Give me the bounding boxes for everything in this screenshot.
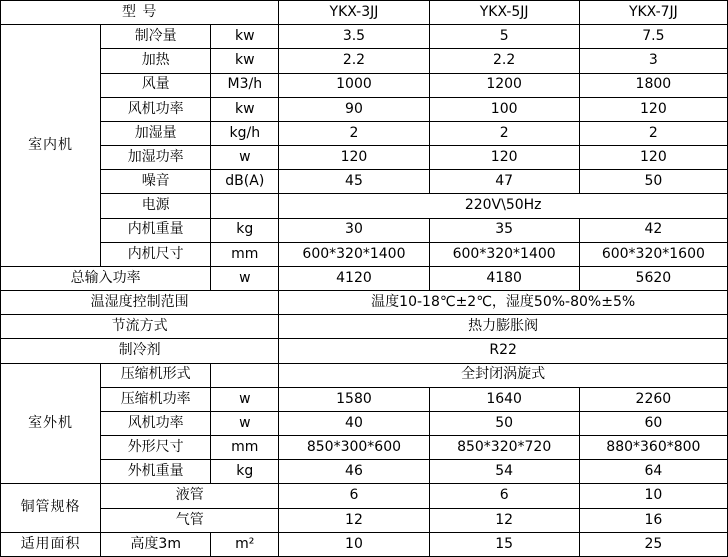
row-unit: mm: [211, 436, 279, 460]
row-value: 40: [279, 411, 429, 435]
row-value: 120: [579, 146, 727, 170]
row-value: 600*320*1400: [279, 242, 429, 266]
table-row: [1, 436, 728, 460]
row-label: 高度3m: [101, 532, 211, 556]
row-value: 90: [279, 97, 429, 121]
row-value: 1800: [579, 73, 727, 97]
row-unit: w: [211, 146, 279, 170]
row-value: 1640: [429, 387, 579, 411]
row-value: 35: [429, 218, 579, 242]
table-row: [1, 387, 728, 411]
row-value-merged: 220V\50Hz: [279, 194, 728, 218]
row-unit: dB(A): [211, 170, 279, 194]
table-row: [1, 194, 728, 218]
row-label: 噪音: [101, 170, 211, 194]
row-value: 1580: [279, 387, 429, 411]
row-label: 压缩机形式: [101, 363, 211, 387]
table-row: [1, 411, 728, 435]
row-value: 2: [429, 121, 579, 145]
row-value: 64: [579, 460, 727, 484]
row-unit: kg: [211, 460, 279, 484]
table-row: [1, 339, 728, 363]
row-value: 600*320*1400: [429, 242, 579, 266]
row-label: 电源: [101, 194, 211, 218]
row-label: 总输入功率: [1, 266, 211, 290]
model-header-2: YKX-5JJ: [429, 1, 579, 25]
row-value: 850*320*720: [429, 436, 579, 460]
row-unit: kg: [211, 218, 279, 242]
row-value: 2260: [579, 387, 727, 411]
row-value: 600*320*1600: [579, 242, 727, 266]
row-value: 10: [579, 484, 727, 508]
table-row: [1, 146, 728, 170]
group-label-area: 适用面积: [1, 532, 101, 556]
row-label: 压缩机功率: [101, 387, 211, 411]
row-value: 4120: [279, 266, 429, 290]
row-value: 45: [279, 170, 429, 194]
group-label-indoor: 室内机: [1, 25, 101, 267]
row-label: 气管: [101, 508, 279, 532]
row-unit: kw: [211, 49, 279, 73]
table-row: [1, 363, 728, 387]
row-label: 制冷量: [101, 25, 211, 49]
row-unit: mm: [211, 242, 279, 266]
row-value: 30: [279, 218, 429, 242]
row-value: 2.2: [279, 49, 429, 73]
row-value: 3.5: [279, 25, 429, 49]
table-row: [1, 508, 728, 532]
row-unit: w: [211, 387, 279, 411]
table-row: [1, 460, 728, 484]
row-unit: kw: [211, 25, 279, 49]
row-label: 外机重量: [101, 460, 211, 484]
row-value-merged: 全封闭涡旋式: [279, 363, 728, 387]
row-unit: kw: [211, 97, 279, 121]
row-value: 54: [429, 460, 579, 484]
model-header-1: YKX-3JJ: [279, 1, 429, 25]
row-value: 880*360*800: [579, 436, 727, 460]
group-label-outdoor: 室外机: [1, 363, 101, 484]
table-row: [1, 49, 728, 73]
table-row: [1, 315, 728, 339]
row-label: 加热: [101, 49, 211, 73]
table-row: [1, 266, 728, 290]
row-value: 7.5: [579, 25, 727, 49]
row-value: 120: [579, 97, 727, 121]
row-value: 120: [279, 146, 429, 170]
row-value: 120: [429, 146, 579, 170]
row-value: 42: [579, 218, 727, 242]
row-value: 6: [279, 484, 429, 508]
row-value: 50: [579, 170, 727, 194]
table-row: [1, 73, 728, 97]
row-value: 2: [279, 121, 429, 145]
table-row: [1, 121, 728, 145]
row-label: 风机功率: [101, 411, 211, 435]
row-value: 850*300*600: [279, 436, 429, 460]
row-value: 6: [429, 484, 579, 508]
row-label: 液管: [101, 484, 279, 508]
row-unit: [211, 194, 279, 218]
row-label: 风机功率: [101, 97, 211, 121]
row-label: 加湿功率: [101, 146, 211, 170]
row-label: 温湿度控制范围: [1, 291, 279, 315]
row-value: 3: [579, 49, 727, 73]
table-row: [1, 170, 728, 194]
row-value: 16: [579, 508, 727, 532]
row-value: 1000: [279, 73, 429, 97]
model-header-label: 型 号: [1, 1, 279, 25]
row-value: 5: [429, 25, 579, 49]
row-value: 12: [429, 508, 579, 532]
row-label: 风量: [101, 73, 211, 97]
row-value: 60: [579, 411, 727, 435]
row-value: 10: [279, 532, 429, 556]
table-row: [1, 242, 728, 266]
row-unit: w: [211, 266, 279, 290]
row-value: 1200: [429, 73, 579, 97]
table-row: [1, 218, 728, 242]
row-unit: [211, 363, 279, 387]
row-value: 2.2: [429, 49, 579, 73]
row-label: 内机重量: [101, 218, 211, 242]
group-label-copper: 铜管规格: [1, 484, 101, 532]
model-header-3: YKX-7JJ: [579, 1, 727, 25]
row-value: 12: [279, 508, 429, 532]
row-value: 50: [429, 411, 579, 435]
row-value: 47: [429, 170, 579, 194]
row-label: 制冷剂: [1, 339, 279, 363]
row-unit: kg/h: [211, 121, 279, 145]
row-value-merged: 温度10-18℃±2℃，湿度50%-80%±5%: [279, 291, 728, 315]
row-value-merged: R22: [279, 339, 728, 363]
row-value: 5620: [579, 266, 727, 290]
table-row: [1, 291, 728, 315]
row-label: 节流方式: [1, 315, 279, 339]
row-unit: M3/h: [211, 73, 279, 97]
table-row: [1, 97, 728, 121]
row-label: 加湿量: [101, 121, 211, 145]
row-value: 15: [429, 532, 579, 556]
row-unit: w: [211, 411, 279, 435]
table-row: [1, 25, 728, 49]
table-row-header: [1, 1, 728, 25]
row-value: 25: [579, 532, 727, 556]
row-value: 100: [429, 97, 579, 121]
row-value-merged: 热力膨胀阀: [279, 315, 728, 339]
row-label: 外形尺寸: [101, 436, 211, 460]
table-row: [1, 484, 728, 508]
row-value: 46: [279, 460, 429, 484]
table-row: [1, 532, 728, 556]
row-label: 内机尺寸: [101, 242, 211, 266]
row-value: 4180: [429, 266, 579, 290]
row-unit: m²: [211, 532, 279, 556]
row-value: 2: [579, 121, 727, 145]
